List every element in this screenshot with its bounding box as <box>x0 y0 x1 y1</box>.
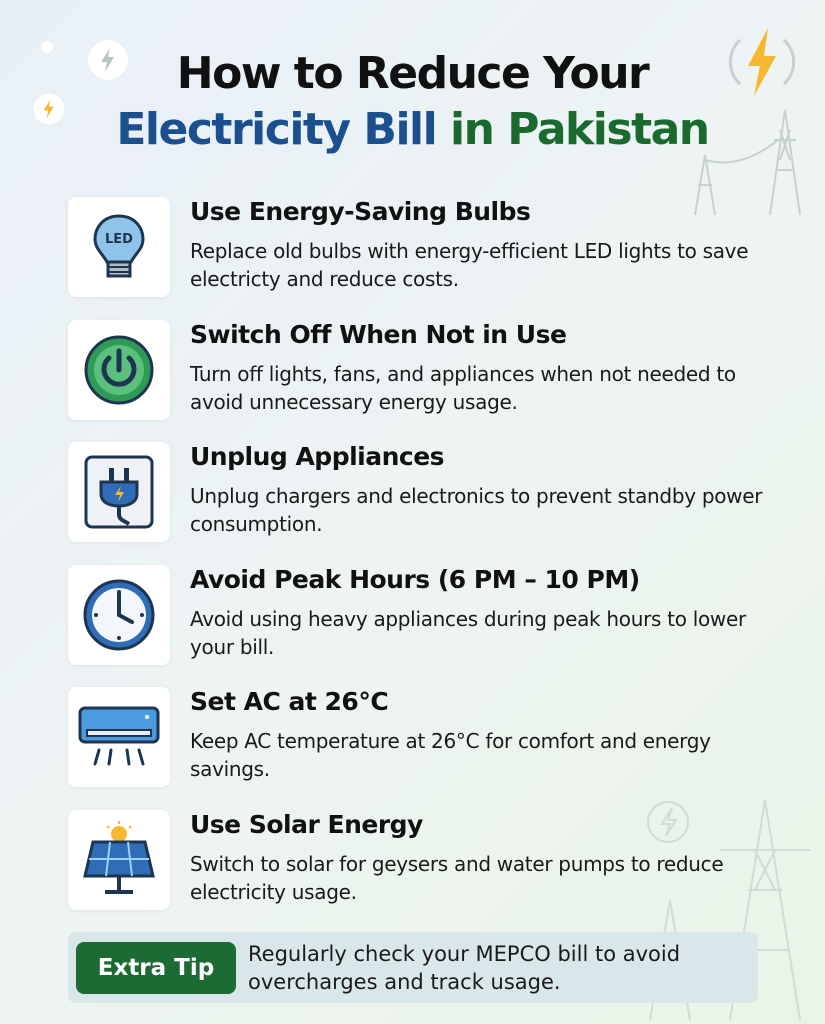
clock-icon <box>82 578 156 652</box>
extra-tip-badge: Extra Tip <box>76 942 236 994</box>
tip-description: Switch to solar for geysers and water pumps to reduce electricity usage. <box>190 852 724 904</box>
tip-title: Use Solar Energy <box>190 810 423 839</box>
air-conditioner-icon <box>77 702 161 772</box>
tip-item <box>68 320 768 422</box>
extra-tip-box <box>68 932 758 1003</box>
tip-title: Use Energy-Saving Bulbs <box>190 197 531 226</box>
tip-description: Turn off lights, fans, and appliances when not needed to avoid unnecessary energy usage. <box>190 362 736 414</box>
tip-description: Unplug chargers and electronics to prevent standby power consumption. <box>190 484 763 536</box>
tip-item <box>68 810 768 912</box>
solar-panel-icon <box>79 820 159 900</box>
power-button-icon <box>83 334 155 406</box>
tip-item <box>68 197 768 299</box>
tip-item <box>68 565 768 667</box>
tip-description: Keep AC temperature at 26°C for comfort and energy savings. <box>190 729 711 781</box>
led-bulb-icon <box>89 212 149 282</box>
tip-item <box>68 442 768 544</box>
extra-tip-text: Regularly check your MEPCO bill to avoid overcharges and track usage. <box>248 942 681 994</box>
title-line-2 <box>0 104 825 155</box>
svg-text:LED: LED <box>105 232 133 247</box>
tip-description: Avoid using heavy appliances during peak hours to lower your bill. <box>190 607 746 659</box>
title-green: in Pakistan <box>450 104 709 155</box>
tip-item <box>68 687 768 789</box>
tip-title: Switch Off When Not in Use <box>190 320 567 349</box>
title-line-1: How to Reduce Your <box>176 48 649 99</box>
plug-icon <box>83 454 155 530</box>
title-blue: Electricity Bill <box>116 104 437 155</box>
tip-title: Avoid Peak Hours (6 PM – 10 PM) <box>190 565 640 594</box>
tip-description: Replace old bulbs with energy-efficient LED lights to save electricty and reduce costs. <box>190 239 749 291</box>
tip-title: Set AC at 26°C <box>190 687 389 716</box>
tip-title: Unplug Appliances <box>190 442 445 471</box>
